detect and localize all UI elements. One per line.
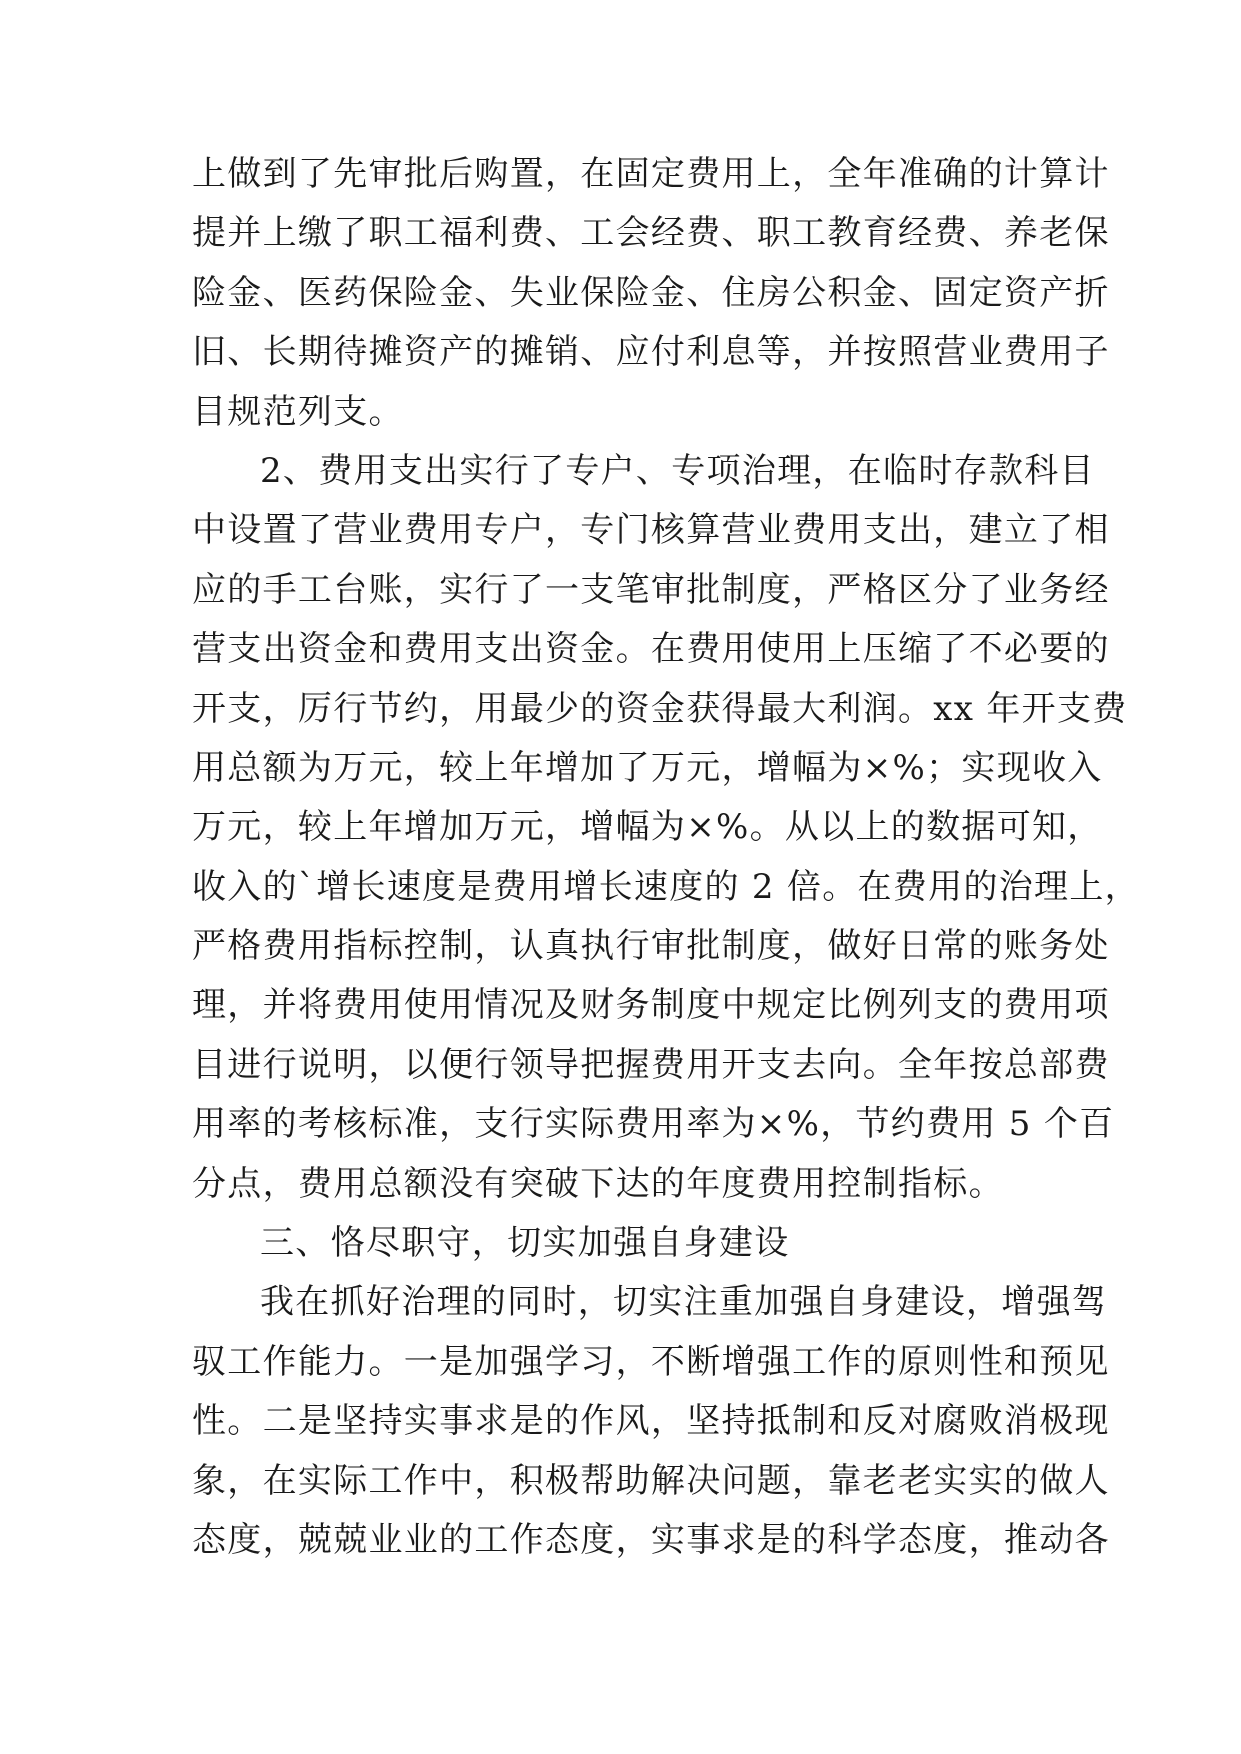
text-line: 目进行说明，以便行领导把握费用开支去向。全年按总部费 bbox=[192, 1044, 1110, 1085]
text-line: 理，并将费用使用情况及财务制度中规定比例列支的费用项 bbox=[192, 985, 1110, 1026]
text-line: 象，在实际工作中，积极帮助解决问题，靠老老实实的做人 bbox=[192, 1460, 1110, 1501]
text-line: 严格费用指标控制，认真执行审批制度，做好日常的账务处 bbox=[192, 926, 1110, 967]
text-line: 营支出资金和费用支出资金。在费用使用上压缩了不必要的 bbox=[192, 629, 1110, 670]
text-line: 用率的考核标准，支行实际费用率为×%，节约费用 5 个百 bbox=[192, 1104, 1115, 1145]
text-line: 用总额为万元，较上年增加了万元，增幅为×%；实现收入 bbox=[192, 747, 1103, 788]
text-line: 驭工作能力。一是加强学习，不断增强工作的原则性和预见 bbox=[192, 1341, 1110, 1382]
text-line: 中设置了营业费用专户，专门核算营业费用支出，建立了相 bbox=[192, 510, 1110, 551]
section-heading: 三、恪尽职守，切实加强自身建设 bbox=[260, 1223, 790, 1264]
paragraph-start-line: 我在抓好治理的同时，切实注重加强自身建设，增强驾 bbox=[260, 1282, 1108, 1323]
text-line: 险金、医药保险金、失业保险金、住房公积金、固定资产折 bbox=[192, 272, 1110, 313]
text-line: 万元，较上年增加万元，增幅为×%。从以上的数据可知， bbox=[192, 807, 1103, 848]
text-line: 态度，兢兢业业的工作态度，实事求是的科学态度，推动各 bbox=[192, 1519, 1110, 1560]
text-line: 提并上缴了职工福利费、工会经费、职工教育经费、养老保 bbox=[192, 213, 1110, 254]
text-line: 旧、长期待摊资产的摊销、应付利息等，并按照营业费用子 bbox=[192, 332, 1110, 373]
document-body bbox=[192, 145, 1140, 1570]
paragraph-start-line: 2、费用支出实行了专户、专项治理，在临时存款科目 bbox=[260, 450, 1095, 491]
text-line: 收入的`增长速度是费用增长速度的 2 倍。在费用的治理上， bbox=[192, 866, 1140, 907]
text-line: 上做到了先审批后购置，在固定费用上，全年准确的计算计 bbox=[192, 154, 1110, 194]
text-line: 目规范列支。 bbox=[192, 391, 404, 432]
text-line: 应的手工台账，实行了一支笔审批制度，严格区分了业务经 bbox=[192, 569, 1110, 610]
text-line: 分点，费用总额没有突破下达的年度费用控制指标。 bbox=[192, 1163, 1004, 1204]
text-line: 性。二是坚持实事求是的作风，坚持抵制和反对腐败消极现 bbox=[192, 1401, 1110, 1442]
text-line: 开支，厉行节约，用最少的资金获得最大利润。xx 年开支费 bbox=[192, 688, 1128, 729]
